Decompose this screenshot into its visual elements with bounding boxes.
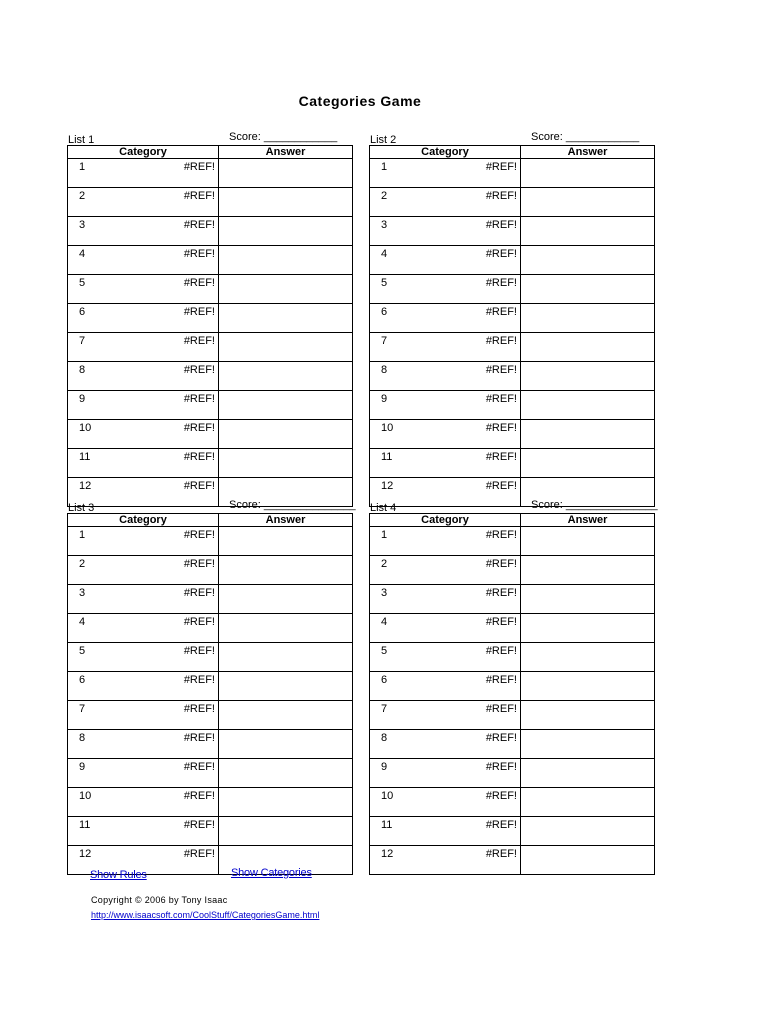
- category-cell: #REF!: [143, 672, 219, 701]
- score-field: [531, 131, 639, 143]
- category-cell: #REF!: [445, 759, 521, 788]
- category-cell: #REF!: [143, 362, 219, 391]
- row-number: 8: [68, 730, 144, 759]
- answer-cell[interactable]: [521, 759, 655, 788]
- score-blank[interactable]: ____________: [263, 131, 338, 143]
- row-number: 1: [370, 527, 446, 556]
- table-row: [370, 701, 655, 730]
- answer-cell[interactable]: [219, 672, 353, 701]
- category-cell: #REF!: [445, 333, 521, 362]
- category-cell: #REF!: [143, 846, 219, 875]
- category-cell: #REF!: [445, 217, 521, 246]
- category-cell: #REF!: [143, 643, 219, 672]
- category-cell: #REF!: [445, 585, 521, 614]
- table-row: [68, 817, 353, 846]
- row-number: 11: [370, 817, 446, 846]
- row-number: 5: [370, 275, 446, 304]
- category-column-header: Category: [370, 146, 521, 159]
- row-number: 4: [68, 246, 144, 275]
- category-cell: #REF!: [143, 188, 219, 217]
- row-number: 11: [370, 449, 446, 478]
- category-cell: #REF!: [445, 701, 521, 730]
- row-number: 12: [79, 848, 92, 860]
- source-url-link[interactable]: http://www.isaacsoft.com/CoolStuff/CategoriesGame.html: [91, 910, 320, 920]
- list-label: List 3: [68, 502, 95, 514]
- table-row: [68, 759, 353, 788]
- answer-cell[interactable]: [219, 556, 353, 585]
- table-row: [370, 730, 655, 759]
- answer-cell[interactable]: [219, 527, 353, 556]
- list-header: [369, 499, 658, 514]
- row-number: 11: [68, 817, 144, 846]
- category-cell: #REF!: [143, 817, 219, 846]
- category-cell: #REF!: [445, 362, 521, 391]
- answer-column-header: Answer: [219, 514, 353, 527]
- table-row: [370, 275, 655, 304]
- table-row: [68, 246, 353, 275]
- row-number: 4: [370, 614, 446, 643]
- table-row: [68, 788, 353, 817]
- score-field: [531, 499, 658, 511]
- answer-cell[interactable]: [219, 246, 353, 275]
- row-number: 2: [68, 188, 144, 217]
- answer-cell[interactable]: [521, 527, 655, 556]
- category-cell: #REF!: [445, 556, 521, 585]
- answer-cell[interactable]: [219, 333, 353, 362]
- row-number: 6: [370, 672, 446, 701]
- row-number: 10: [370, 420, 446, 449]
- table-row: [68, 362, 353, 391]
- score-label: Score:: [531, 131, 563, 143]
- category-cell: #REF!: [143, 759, 219, 788]
- score-label: Score:: [229, 499, 261, 511]
- category-cell: #REF!: [143, 585, 219, 614]
- category-cell: #REF!: [445, 730, 521, 759]
- table-row: [68, 420, 353, 449]
- row-number: 8: [68, 362, 144, 391]
- row-number: 3: [68, 585, 144, 614]
- answer-cell[interactable]: [219, 159, 353, 188]
- row-number: 9: [68, 391, 144, 420]
- row-number: 2: [370, 188, 446, 217]
- table-row: [68, 672, 353, 701]
- row-number: 8: [370, 730, 446, 759]
- answer-cell[interactable]: [521, 788, 655, 817]
- row-number: 9: [370, 391, 446, 420]
- answer-cell[interactable]: [219, 420, 353, 449]
- row-number: 10: [68, 788, 144, 817]
- row-number: 12: [79, 480, 92, 492]
- answer-column-header: Answer: [521, 514, 655, 527]
- table-row: [68, 585, 353, 614]
- category-cell: #REF!: [143, 420, 219, 449]
- score-blank[interactable]: ____________: [565, 131, 640, 143]
- row-number: 6: [68, 304, 144, 333]
- table-row: [68, 333, 353, 362]
- row-number: 1: [370, 159, 446, 188]
- answer-cell[interactable]: [521, 217, 655, 246]
- category-cell: #REF!: [445, 275, 521, 304]
- answer-cell[interactable]: [219, 275, 353, 304]
- answer-cell[interactable]: [521, 449, 655, 478]
- answer-cell[interactable]: [521, 391, 655, 420]
- category-cell: #REF!: [445, 159, 521, 188]
- answer-cell[interactable]: [521, 304, 655, 333]
- answer-column-header: Answer: [219, 146, 353, 159]
- category-cell: #REF!: [445, 391, 521, 420]
- answer-cell[interactable]: [521, 275, 655, 304]
- category-cell: #REF!: [445, 527, 521, 556]
- answer-cell[interactable]: [521, 585, 655, 614]
- table-row: [370, 449, 655, 478]
- table-row: [370, 304, 655, 333]
- answer-cell[interactable]: [521, 817, 655, 846]
- row-number: 6: [370, 304, 446, 333]
- show-rules-link[interactable]: Show Rules: [90, 869, 147, 881]
- table-row: [370, 188, 655, 217]
- category-cell: #REF!: [445, 478, 521, 507]
- row-number: 3: [370, 217, 446, 246]
- table-row: [68, 730, 353, 759]
- score-blank[interactable]: _______________: [263, 499, 356, 511]
- table-row: [370, 391, 655, 420]
- score-blank[interactable]: _______________: [565, 499, 658, 511]
- score-label: Score:: [531, 499, 563, 511]
- copyright-text: Copyright © 2006 by Tony Isaac: [91, 895, 228, 905]
- row-number: 10: [68, 420, 144, 449]
- answer-cell[interactable]: [219, 643, 353, 672]
- table-row: [68, 217, 353, 246]
- table-row: [370, 817, 655, 846]
- table-row: [68, 527, 353, 556]
- row-number: 2: [370, 556, 446, 585]
- answer-cell[interactable]: [219, 730, 353, 759]
- list-table: [67, 145, 353, 507]
- row-number: 12: [381, 848, 394, 860]
- row-number: 8: [370, 362, 446, 391]
- list-table: [369, 513, 655, 875]
- category-cell: #REF!: [445, 449, 521, 478]
- table-row: [68, 304, 353, 333]
- list-block-1: [67, 131, 353, 507]
- category-cell: #REF!: [143, 391, 219, 420]
- category-cell: #REF!: [445, 817, 521, 846]
- category-cell: #REF!: [143, 614, 219, 643]
- list-table: [67, 513, 353, 875]
- table-row: [370, 217, 655, 246]
- table-row: [370, 759, 655, 788]
- category-column-header: Category: [370, 514, 521, 527]
- table-row: [370, 159, 655, 188]
- table-row: [68, 275, 353, 304]
- answer-cell[interactable]: [219, 614, 353, 643]
- answer-cell[interactable]: [219, 391, 353, 420]
- row-number: 12: [381, 480, 394, 492]
- list-table: [369, 145, 655, 507]
- category-cell: #REF!: [143, 333, 219, 362]
- category-cell: #REF!: [143, 788, 219, 817]
- row-number: 11: [68, 449, 144, 478]
- category-cell: #REF!: [143, 701, 219, 730]
- list-label: List 1: [68, 134, 95, 146]
- category-cell: #REF!: [143, 217, 219, 246]
- category-column-header: Category: [68, 146, 219, 159]
- category-cell: #REF!: [445, 788, 521, 817]
- row-number: 5: [68, 643, 144, 672]
- answer-cell[interactable]: [219, 788, 353, 817]
- answer-column-header: Answer: [521, 146, 655, 159]
- list-block-4: [369, 499, 658, 875]
- category-cell: #REF!: [445, 846, 521, 875]
- table-row: [68, 449, 353, 478]
- category-cell: #REF!: [143, 275, 219, 304]
- list-header: [67, 131, 353, 145]
- list-header: [369, 131, 655, 145]
- row-number: 10: [370, 788, 446, 817]
- category-cell: #REF!: [445, 614, 521, 643]
- table-row: [370, 585, 655, 614]
- table-row: [68, 188, 353, 217]
- answer-cell[interactable]: [521, 159, 655, 188]
- answer-cell[interactable]: [521, 643, 655, 672]
- row-number: 1: [68, 159, 144, 188]
- table-row: [370, 672, 655, 701]
- answer-cell[interactable]: [219, 362, 353, 391]
- category-cell: #REF!: [143, 159, 219, 188]
- row-number: 2: [68, 556, 144, 585]
- score-field: [229, 131, 337, 143]
- table-row: [370, 846, 655, 875]
- answer-cell[interactable]: [219, 817, 353, 846]
- answer-cell[interactable]: [219, 701, 353, 730]
- answer-cell[interactable]: [219, 759, 353, 788]
- answer-cell[interactable]: [219, 449, 353, 478]
- answer-cell[interactable]: [219, 217, 353, 246]
- list-block-2: [369, 131, 655, 507]
- category-cell: #REF!: [143, 556, 219, 585]
- category-cell: #REF!: [445, 188, 521, 217]
- table-row: [370, 556, 655, 585]
- category-cell: #REF!: [143, 478, 219, 507]
- answer-cell[interactable]: [521, 846, 655, 875]
- row-number: 5: [68, 275, 144, 304]
- category-cell: #REF!: [143, 449, 219, 478]
- table-row: [370, 788, 655, 817]
- row-number: 3: [68, 217, 144, 246]
- category-cell: #REF!: [445, 643, 521, 672]
- answer-cell[interactable]: [521, 614, 655, 643]
- row-number: 7: [68, 701, 144, 730]
- row-number: 4: [68, 614, 144, 643]
- table-row: [370, 527, 655, 556]
- table-row: [370, 246, 655, 275]
- show-categories-link[interactable]: Show Categories: [231, 867, 312, 879]
- row-number: 9: [68, 759, 144, 788]
- category-cell: #REF!: [445, 672, 521, 701]
- answer-cell[interactable]: [521, 730, 655, 759]
- table-row: [68, 391, 353, 420]
- answer-cell[interactable]: [219, 304, 353, 333]
- table-row: [68, 556, 353, 585]
- table-row: [370, 420, 655, 449]
- category-cell: #REF!: [445, 304, 521, 333]
- table-row: [68, 614, 353, 643]
- table-row: [370, 614, 655, 643]
- page-title: Categories Game: [298, 93, 422, 109]
- answer-cell[interactable]: [521, 701, 655, 730]
- row-number: 7: [68, 333, 144, 362]
- table-row: [370, 362, 655, 391]
- list-header: [67, 499, 356, 514]
- answer-cell[interactable]: [521, 556, 655, 585]
- row-number: 9: [370, 759, 446, 788]
- answer-cell[interactable]: [521, 333, 655, 362]
- score-label: Score:: [229, 131, 261, 143]
- row-number: 7: [370, 701, 446, 730]
- answer-cell[interactable]: [219, 188, 353, 217]
- category-cell: #REF!: [143, 730, 219, 759]
- category-cell: #REF!: [143, 527, 219, 556]
- answer-cell[interactable]: [521, 188, 655, 217]
- table-row: [68, 643, 353, 672]
- list-label: List 2: [370, 134, 397, 146]
- answer-cell[interactable]: [219, 585, 353, 614]
- category-column-header: Category: [68, 514, 219, 527]
- row-number: 1: [68, 527, 144, 556]
- row-number: 5: [370, 643, 446, 672]
- answer-cell[interactable]: [521, 246, 655, 275]
- category-cell: #REF!: [445, 420, 521, 449]
- category-cell: #REF!: [143, 304, 219, 333]
- category-cell: #REF!: [143, 246, 219, 275]
- row-number: 4: [370, 246, 446, 275]
- list-block-3: [67, 499, 356, 875]
- answer-cell[interactable]: [521, 362, 655, 391]
- row-number: 3: [370, 585, 446, 614]
- list-label: List 4: [370, 502, 397, 514]
- row-number: 6: [68, 672, 144, 701]
- score-field: [229, 499, 356, 511]
- table-row: [68, 701, 353, 730]
- answer-cell[interactable]: [521, 672, 655, 701]
- category-cell: #REF!: [445, 246, 521, 275]
- row-number: 7: [370, 333, 446, 362]
- table-row: [370, 333, 655, 362]
- table-row: [68, 159, 353, 188]
- table-row: [370, 643, 655, 672]
- answer-cell[interactable]: [521, 420, 655, 449]
